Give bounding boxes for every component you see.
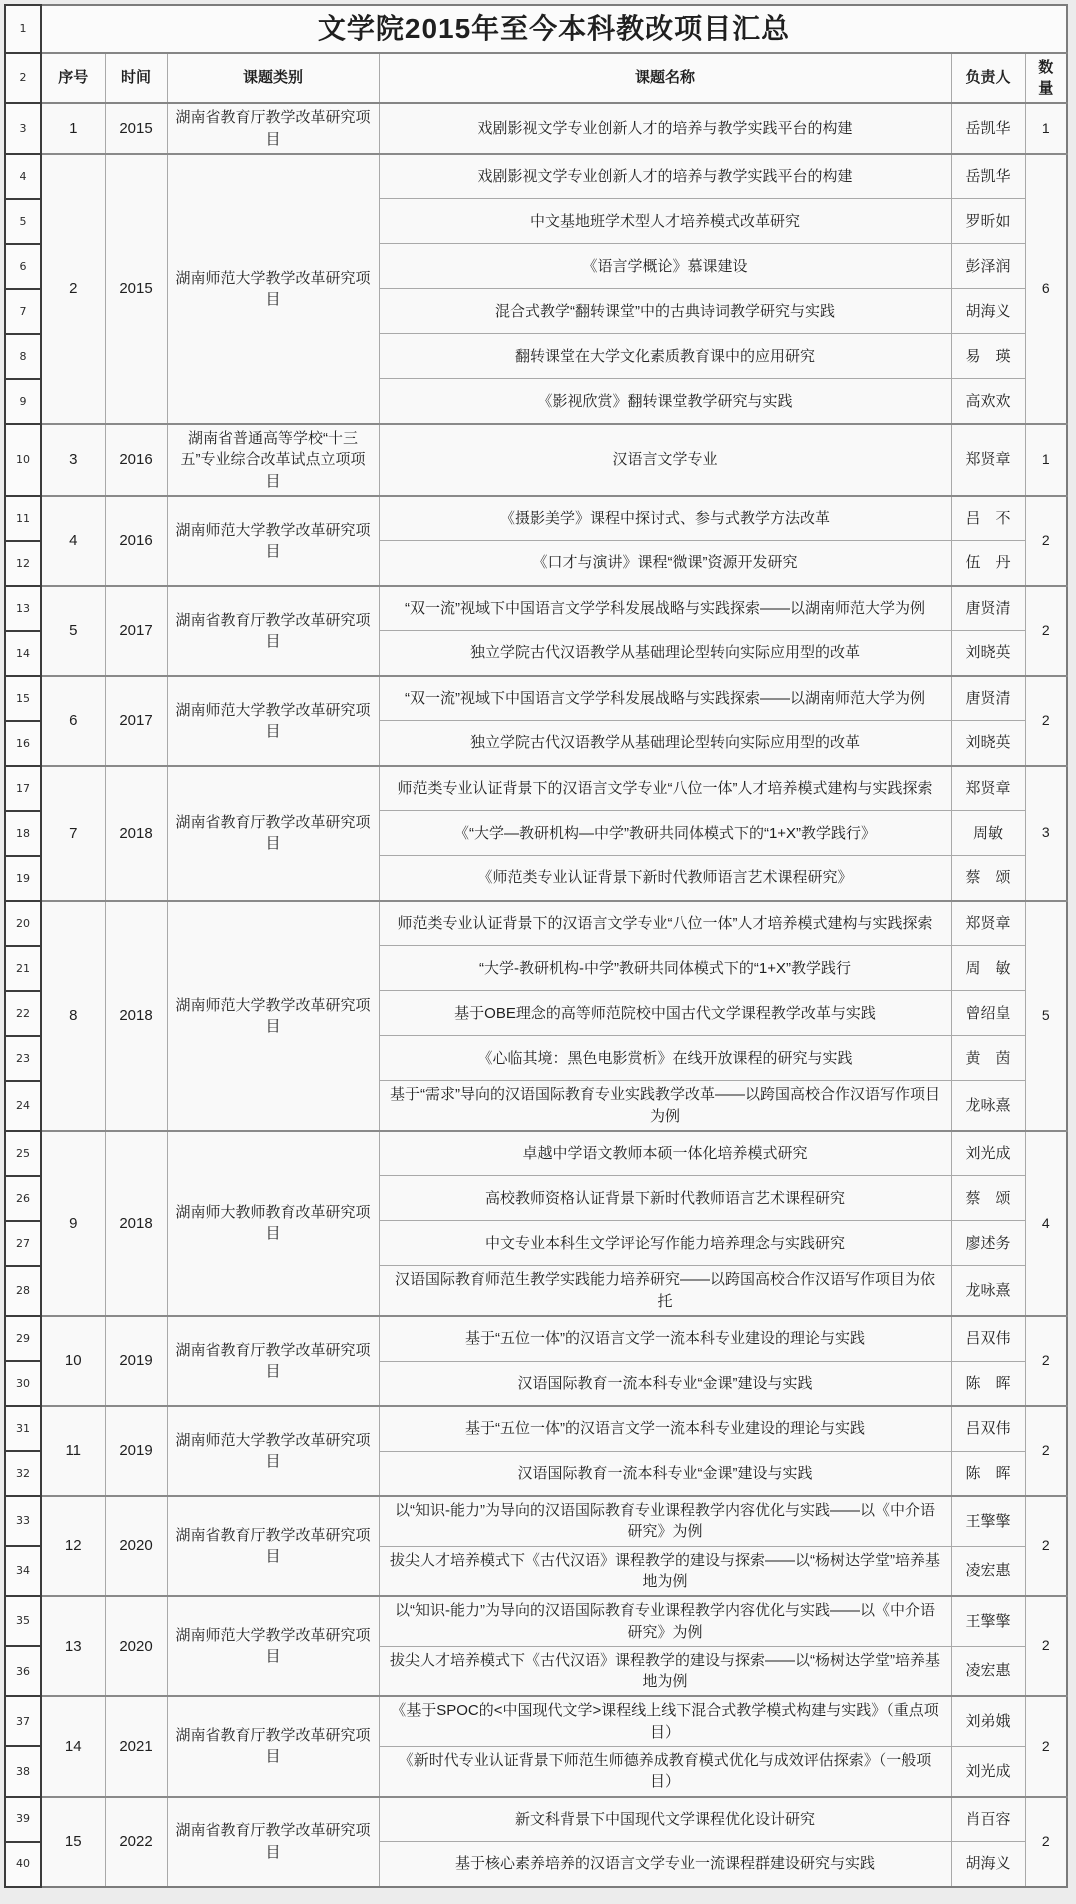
leader-cell: 易 瑛 (951, 334, 1025, 379)
leader-cell: 周 敏 (951, 946, 1025, 991)
project-title-cell: 戏剧影视文学专业创新人才的培养与教学实践平台的构建 (379, 103, 951, 154)
project-title-cell: 基于核心素养培养的汉语言文学专业一流课程群建设研究与实践 (379, 1842, 951, 1887)
category-cell: 湖南师范大学教学改革研究项目 (167, 676, 379, 766)
year-cell: 2018 (105, 766, 167, 901)
year-cell: 2016 (105, 424, 167, 496)
project-title-cell: 拔尖人才培养模式下《古代汉语》课程教学的建设与探索——以“杨树达学堂”培养基地为例 (379, 1646, 951, 1696)
column-header-name: 课题名称 (379, 53, 951, 104)
leader-cell: 唐贤清 (951, 586, 1025, 631)
category-cell: 湖南师范大学教学改革研究项目 (167, 901, 379, 1131)
row-number: 11 (5, 496, 41, 541)
index-cell: 2 (41, 154, 105, 424)
category-cell: 湖南师范大学教学改革研究项目 (167, 1596, 379, 1696)
leader-cell: 刘晓英 (951, 631, 1025, 676)
project-title-cell: 《“大学—教研机构—中学”教研共同体模式下的“1+X”教学践行》 (379, 811, 951, 856)
project-title-cell: 拔尖人才培养模式下《古代汉语》课程教学的建设与探索——以“杨树达学堂”培养基地为例 (379, 1546, 951, 1596)
leader-cell: 廖述务 (951, 1221, 1025, 1266)
year-cell: 2018 (105, 901, 167, 1131)
count-cell: 4 (1025, 1131, 1067, 1316)
row-number: 1 (5, 5, 41, 53)
count-cell: 1 (1025, 103, 1067, 154)
index-cell: 7 (41, 766, 105, 901)
project-title-cell: 独立学院古代汉语教学从基础理论型转向实际应用型的改革 (379, 631, 951, 676)
index-cell: 14 (41, 1696, 105, 1796)
row-number: 30 (5, 1361, 41, 1406)
row-number: 27 (5, 1221, 41, 1266)
row-number: 16 (5, 721, 41, 766)
count-cell: 6 (1025, 154, 1067, 424)
year-cell: 2017 (105, 586, 167, 676)
table-row (5, 424, 1067, 496)
count-cell: 5 (1025, 901, 1067, 1131)
table-row (5, 154, 1067, 199)
category-cell: 湖南省教育厅教学改革研究项目 (167, 103, 379, 154)
year-cell: 2016 (105, 496, 167, 586)
leader-cell: 胡海义 (951, 1842, 1025, 1887)
column-header-time: 时间 (105, 53, 167, 104)
table-row (5, 1696, 1067, 1746)
project-title-cell: 基于“五位一体”的汉语言文学一流本科专业建设的理论与实践 (379, 1406, 951, 1451)
year-cell: 2021 (105, 1696, 167, 1796)
project-title-cell: 基于“五位一体”的汉语言文学一流本科专业建设的理论与实践 (379, 1316, 951, 1361)
leader-cell: 黄 茵 (951, 1036, 1025, 1081)
leader-cell: 刘光成 (951, 1746, 1025, 1796)
category-cell: 湖南省普通高等学校“十三五”专业综合改革试点立项项目 (167, 424, 379, 496)
leader-cell: 龙咏熹 (951, 1081, 1025, 1131)
project-title-cell: 汉语国际教育一流本科专业“金课”建设与实践 (379, 1361, 951, 1406)
column-header-leader: 负责人 (951, 53, 1025, 104)
leader-cell: 蔡 颂 (951, 856, 1025, 901)
row-number: 2 (5, 53, 41, 104)
table-row (5, 103, 1067, 154)
row-number: 3 (5, 103, 41, 154)
count-cell: 2 (1025, 586, 1067, 676)
count-cell: 2 (1025, 496, 1067, 586)
index-cell: 1 (41, 103, 105, 154)
table-row (5, 1797, 1067, 1842)
project-title-cell: 以“知识-能力”为导向的汉语国际教育专业课程教学内容优化与实践——以《中介语研究》为例 (379, 1596, 951, 1646)
category-cell: 湖南师范大学教学改革研究项目 (167, 496, 379, 586)
column-header-category: 课题类别 (167, 53, 379, 104)
leader-cell: 刘弟娥 (951, 1696, 1025, 1746)
project-title-cell: 卓越中学语文教师本硕一体化培养模式研究 (379, 1131, 951, 1176)
row-number: 28 (5, 1266, 41, 1316)
category-cell: 湖南省教育厅教学改革研究项目 (167, 1496, 379, 1596)
row-number: 21 (5, 946, 41, 991)
project-title-cell: 混合式教学“翻转课堂”中的古典诗词教学研究与实践 (379, 289, 951, 334)
project-title-cell: 基于OBE理念的高等师范院校中国古代文学课程教学改革与实践 (379, 991, 951, 1036)
index-cell: 10 (41, 1316, 105, 1406)
table-row (5, 1316, 1067, 1361)
leader-cell: 吕双伟 (951, 1406, 1025, 1451)
index-cell: 3 (41, 424, 105, 496)
project-title-cell: 独立学院古代汉语教学从基础理论型转向实际应用型的改革 (379, 721, 951, 766)
row-number: 20 (5, 901, 41, 946)
table-row (5, 586, 1067, 631)
row-number: 31 (5, 1406, 41, 1451)
year-cell: 2015 (105, 154, 167, 424)
row-number: 10 (5, 424, 41, 496)
row-number: 26 (5, 1176, 41, 1221)
row-number: 17 (5, 766, 41, 811)
row-number: 24 (5, 1081, 41, 1131)
column-header-index: 序号 (41, 53, 105, 104)
row-number: 4 (5, 154, 41, 199)
project-title-cell: 中文专业本科生文学评论写作能力培养理念与实践研究 (379, 1221, 951, 1266)
header-row (5, 53, 1067, 104)
index-cell: 9 (41, 1131, 105, 1316)
index-cell: 5 (41, 586, 105, 676)
category-cell: 湖南省教育厅教学改革研究项目 (167, 766, 379, 901)
leader-cell: 罗昕如 (951, 199, 1025, 244)
count-cell: 2 (1025, 1696, 1067, 1796)
count-cell: 2 (1025, 1596, 1067, 1696)
leader-cell: 蔡 颂 (951, 1176, 1025, 1221)
project-title-cell: 《口才与演讲》课程“微课”资源开发研究 (379, 541, 951, 586)
table-row (5, 676, 1067, 721)
leader-cell: 高欢欢 (951, 379, 1025, 424)
category-cell: 湖南省教育厅教学改革研究项目 (167, 1316, 379, 1406)
project-title-cell: 以“知识-能力”为导向的汉语国际教育专业课程教学内容优化与实践——以《中介语研究》为例 (379, 1496, 951, 1546)
row-number: 39 (5, 1797, 41, 1842)
row-number: 12 (5, 541, 41, 586)
project-title-cell: 汉语国际教育一流本科专业“金课”建设与实践 (379, 1451, 951, 1496)
project-title-cell: 《师范类专业认证背景下新时代教师语言艺术课程研究》 (379, 856, 951, 901)
leader-cell: 凌宏惠 (951, 1546, 1025, 1596)
project-title-cell: 高校教师资格认证背景下新时代教师语言艺术课程研究 (379, 1176, 951, 1221)
projects-table (4, 4, 1068, 1888)
row-number: 36 (5, 1646, 41, 1696)
project-title-cell: 师范类专业认证背景下的汉语言文学专业“八位一体”人才培养模式建构与实践探索 (379, 901, 951, 946)
row-number: 33 (5, 1496, 41, 1546)
row-number: 7 (5, 289, 41, 334)
category-cell: 湖南省教育厅教学改革研究项目 (167, 1696, 379, 1796)
table-row (5, 1406, 1067, 1451)
row-number: 6 (5, 244, 41, 289)
year-cell: 2022 (105, 1797, 167, 1887)
row-number: 9 (5, 379, 41, 424)
title-row (5, 5, 1067, 53)
leader-cell: 吕双伟 (951, 1316, 1025, 1361)
count-cell: 3 (1025, 766, 1067, 901)
project-title-cell: 中文基地班学术型人才培养模式改革研究 (379, 199, 951, 244)
row-number: 34 (5, 1546, 41, 1596)
row-number: 23 (5, 1036, 41, 1081)
table-body (5, 5, 1067, 1887)
leader-cell: 岳凯华 (951, 154, 1025, 199)
project-title-cell: 基于“需求”导向的汉语国际教育专业实践教学改革——以跨国高校合作汉语写作项目为例 (379, 1081, 951, 1131)
row-number: 40 (5, 1842, 41, 1887)
project-title-cell: 新文科背景下中国现代文学课程优化设计研究 (379, 1797, 951, 1842)
project-title-cell: 师范类专业认证背景下的汉语言文学专业“八位一体”人才培养模式建构与实践探索 (379, 766, 951, 811)
project-title-cell: 《语言学概论》慕课建设 (379, 244, 951, 289)
project-title-cell: 《影视欣赏》翻转课堂教学研究与实践 (379, 379, 951, 424)
project-title-cell: 翻转课堂在大学文化素质教育课中的应用研究 (379, 334, 951, 379)
row-number: 8 (5, 334, 41, 379)
project-title-cell: 《摄影美学》课程中探讨式、参与式教学方法改革 (379, 496, 951, 541)
category-cell: 湖南师大教师教育改革研究项目 (167, 1131, 379, 1316)
project-title-cell: 汉语言文学专业 (379, 424, 951, 496)
row-number: 19 (5, 856, 41, 901)
leader-cell: 胡海义 (951, 289, 1025, 334)
leader-cell: 龙咏熹 (951, 1266, 1025, 1316)
leader-cell: 王擎擎 (951, 1596, 1025, 1646)
year-cell: 2020 (105, 1596, 167, 1696)
year-cell: 2019 (105, 1406, 167, 1496)
category-cell: 湖南省教育厅教学改革研究项目 (167, 586, 379, 676)
leader-cell: 曾绍皇 (951, 991, 1025, 1036)
leader-cell: 彭泽润 (951, 244, 1025, 289)
row-number: 5 (5, 199, 41, 244)
row-number: 37 (5, 1696, 41, 1746)
index-cell: 15 (41, 1797, 105, 1887)
count-cell: 2 (1025, 676, 1067, 766)
index-cell: 13 (41, 1596, 105, 1696)
row-number: 15 (5, 676, 41, 721)
page-title: 文学院2015年至今本科教改项目汇总 (41, 5, 1067, 53)
count-cell: 2 (1025, 1316, 1067, 1406)
index-cell: 12 (41, 1496, 105, 1596)
year-cell: 2019 (105, 1316, 167, 1406)
project-title-cell: 汉语国际教育师范生教学实践能力培养研究——以跨国高校合作汉语写作项目为依托 (379, 1266, 951, 1316)
index-cell: 11 (41, 1406, 105, 1496)
category-cell: 湖南师范大学教学改革研究项目 (167, 154, 379, 424)
leader-cell: 周敏 (951, 811, 1025, 856)
project-title-cell: 《基于SPOC的<中国现代文学>课程线上线下混合式教学模式构建与实践》（重点项目） (379, 1696, 951, 1746)
row-number: 18 (5, 811, 41, 856)
leader-cell: 岳凯华 (951, 103, 1025, 154)
index-cell: 8 (41, 901, 105, 1131)
leader-cell: 王擎擎 (951, 1496, 1025, 1546)
row-number: 29 (5, 1316, 41, 1361)
year-cell: 2018 (105, 1131, 167, 1316)
row-number: 32 (5, 1451, 41, 1496)
category-cell: 湖南省教育厅教学改革研究项目 (167, 1797, 379, 1887)
table-row (5, 496, 1067, 541)
index-cell: 4 (41, 496, 105, 586)
leader-cell: 郑贤章 (951, 424, 1025, 496)
leader-cell: 肖百容 (951, 1797, 1025, 1842)
row-number: 25 (5, 1131, 41, 1176)
year-cell: 2020 (105, 1496, 167, 1596)
leader-cell: 陈 晖 (951, 1361, 1025, 1406)
row-number: 38 (5, 1746, 41, 1796)
table-row (5, 1131, 1067, 1176)
leader-cell: 陈 晖 (951, 1451, 1025, 1496)
leader-cell: 吕 不 (951, 496, 1025, 541)
year-cell: 2015 (105, 103, 167, 154)
table-row (5, 1496, 1067, 1546)
row-number: 22 (5, 991, 41, 1036)
row-number: 13 (5, 586, 41, 631)
leader-cell: 刘晓英 (951, 721, 1025, 766)
category-cell: 湖南师范大学教学改革研究项目 (167, 1406, 379, 1496)
table-row (5, 766, 1067, 811)
project-title-cell: “双一流”视域下中国语言文学学科发展战略与实践探索——以湖南师范大学为例 (379, 676, 951, 721)
column-header-count: 数量 (1025, 53, 1067, 104)
leader-cell: 郑贤章 (951, 766, 1025, 811)
project-title-cell: 戏剧影视文学专业创新人才的培养与教学实践平台的构建 (379, 154, 951, 199)
project-title-cell: “大学-教研机构-中学”教研共同体模式下的“1+X”教学践行 (379, 946, 951, 991)
project-title-cell: “双一流”视域下中国语言文学学科发展战略与实践探索——以湖南师范大学为例 (379, 586, 951, 631)
leader-cell: 刘光成 (951, 1131, 1025, 1176)
index-cell: 6 (41, 676, 105, 766)
table-row (5, 901, 1067, 946)
count-cell: 1 (1025, 424, 1067, 496)
count-cell: 2 (1025, 1797, 1067, 1887)
count-cell: 2 (1025, 1496, 1067, 1596)
year-cell: 2017 (105, 676, 167, 766)
leader-cell: 郑贤章 (951, 901, 1025, 946)
leader-cell: 伍 丹 (951, 541, 1025, 586)
project-title-cell: 《心临其境：黑色电影赏析》在线开放课程的研究与实践 (379, 1036, 951, 1081)
leader-cell: 凌宏惠 (951, 1646, 1025, 1696)
leader-cell: 唐贤清 (951, 676, 1025, 721)
count-cell: 2 (1025, 1406, 1067, 1496)
table-row (5, 1596, 1067, 1646)
row-number: 14 (5, 631, 41, 676)
row-number: 35 (5, 1596, 41, 1646)
project-title-cell: 《新时代专业认证背景下师范生师德养成教育模式优化与成效评估探索》（一般项目） (379, 1746, 951, 1796)
